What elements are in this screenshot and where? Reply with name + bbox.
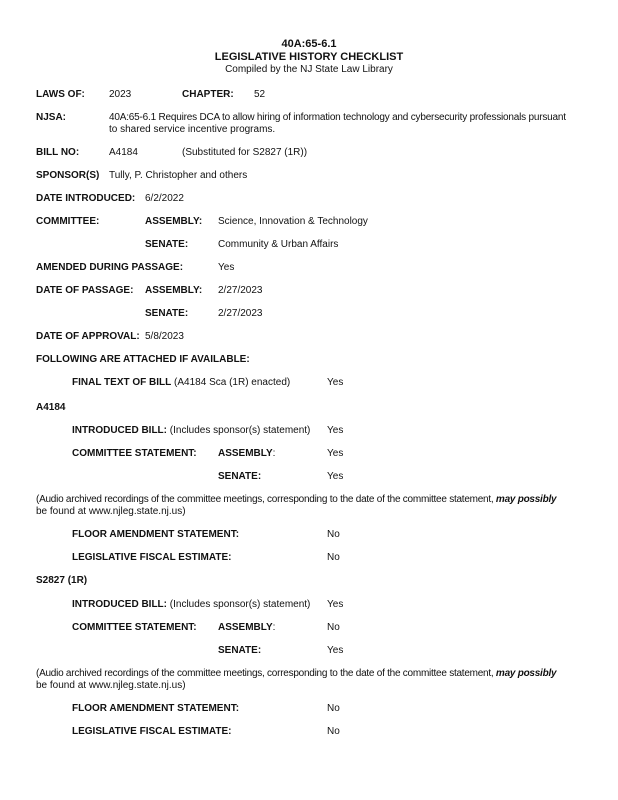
s2827-heading: S2827 (1R) (36, 575, 88, 586)
laws-of-value: 2023 (109, 89, 132, 100)
s2827-audio-note-start: (Audio archived recordings of the committee meetings, corresponding to the date of the committee statement, (36, 668, 494, 679)
a4184-assembly-value: Yes (327, 448, 344, 459)
passage-senate-label: SENATE: (145, 308, 189, 319)
passage-assembly-label: ASSEMBLY: (145, 285, 203, 296)
final-text-row (72, 377, 290, 389)
checklist-code: 40A:65-6.1 (281, 38, 337, 50)
bill-no-value: A4184 (109, 147, 138, 158)
a4184-assembly-row (218, 448, 275, 460)
final-text-note: (A4184 Sca (1R) enacted) (174, 377, 291, 388)
s2827-floor-label: FLOOR AMENDMENT STATEMENT: (72, 703, 240, 714)
a4184-fiscal-value: No (327, 552, 340, 563)
a4184-audio-note-emph: may possibly (495, 494, 557, 505)
a4184-audio-note-line1 (36, 494, 556, 506)
chapter-label: CHAPTER: (182, 89, 234, 100)
a4184-committee-statement-label: COMMITTEE STATEMENT: (72, 448, 197, 459)
s2827-introduced-note: (Includes sponsor(s) statement) (169, 599, 311, 610)
s2827-fiscal-label: LEGISLATIVE FISCAL ESTIMATE: (72, 726, 232, 737)
committee-label: COMMITTEE: (36, 216, 100, 227)
amended-value: Yes (218, 262, 235, 273)
substituted-note: (Substituted for S2827 (1R)) (182, 147, 308, 158)
date-introduced-label: DATE INTRODUCED: (36, 193, 136, 204)
date-of-approval-value: 5/8/2023 (145, 331, 184, 342)
amended-label: AMENDED DURING PASSAGE: (36, 262, 184, 273)
s2827-assembly-colon: : (272, 622, 276, 633)
final-text-value: Yes (327, 377, 344, 388)
s2827-fiscal-value: No (327, 726, 340, 737)
a4184-introduced-note: (Includes sponsor(s) statement) (169, 425, 311, 436)
committee-assembly-value: Science, Innovation & Technology (218, 216, 368, 227)
s2827-committee-statement-label: COMMITTEE STATEMENT: (72, 622, 197, 633)
committee-senate-value: Community & Urban Affairs (218, 239, 339, 250)
chapter-value: 52 (254, 89, 266, 100)
attached-heading: FOLLOWING ARE ATTACHED IF AVAILABLE: (36, 354, 250, 365)
sponsor-label: SPONSOR(S) (36, 170, 100, 181)
s2827-floor-value: No (327, 703, 340, 714)
a4184-audio-note-start: (Audio archived recordings of the committee meetings, corresponding to the date of the committee statement, (36, 494, 494, 505)
njsa-label: NJSA: (36, 112, 67, 123)
s2827-audio-note-line2: be found at www.njleg.state.nj.us) (36, 680, 186, 691)
s2827-senate-value: Yes (327, 645, 344, 656)
a4184-assembly-colon: : (272, 448, 276, 459)
passage-assembly-value: 2/27/2023 (218, 285, 263, 296)
passage-senate-value: 2/27/2023 (218, 308, 263, 319)
s2827-assembly-row (218, 622, 275, 634)
s2827-introduced-label: INTRODUCED BILL: (72, 599, 167, 610)
a4184-introduced-value: Yes (327, 425, 344, 436)
compiled-by: Compiled by the NJ State Law Library (225, 64, 393, 75)
a4184-introduced-row (72, 425, 310, 437)
date-introduced-value: 6/2/2022 (145, 193, 184, 204)
s2827-audio-note-line1 (36, 668, 556, 680)
date-of-passage-label: DATE OF PASSAGE: (36, 285, 134, 296)
committee-senate-label: SENATE: (145, 239, 189, 250)
committee-assembly-label: ASSEMBLY: (145, 216, 203, 227)
a4184-assembly-label: ASSEMBLY (218, 448, 273, 459)
s2827-assembly-value: No (327, 622, 340, 633)
a4184-introduced-label: INTRODUCED BILL: (72, 425, 167, 436)
s2827-assembly-label: ASSEMBLY (218, 622, 273, 633)
a4184-audio-note-line2: be found at www.njleg.state.nj.us) (36, 506, 186, 517)
s2827-introduced-value: Yes (327, 599, 344, 610)
final-text-label: FINAL TEXT OF BILL (72, 377, 172, 388)
s2827-senate-label: SENATE: (218, 645, 262, 656)
a4184-senate-value: Yes (327, 471, 344, 482)
s2827-audio-note-emph: may possibly (495, 668, 557, 679)
sponsor-value: Tully, P. Christopher and others (109, 170, 248, 181)
a4184-heading: A4184 (36, 402, 66, 413)
laws-of-label: LAWS OF: (36, 89, 85, 100)
a4184-fiscal-label: LEGISLATIVE FISCAL ESTIMATE: (72, 552, 232, 563)
date-of-approval-label: DATE OF APPROVAL: (36, 331, 140, 342)
a4184-floor-label: FLOOR AMENDMENT STATEMENT: (72, 529, 240, 540)
njsa-description-line1: 40A:65-6.1 Requires DCA to allow hiring of information technology and cybersecurity professionals pursuant (109, 112, 566, 123)
njsa-description-line2: to shared service incentive programs. (109, 124, 276, 135)
page-title: LEGISLATIVE HISTORY CHECKLIST (214, 51, 404, 63)
a4184-floor-value: No (327, 529, 340, 540)
bill-no-label: BILL NO: (36, 147, 80, 158)
a4184-senate-label: SENATE: (218, 471, 262, 482)
s2827-introduced-row (72, 599, 310, 611)
